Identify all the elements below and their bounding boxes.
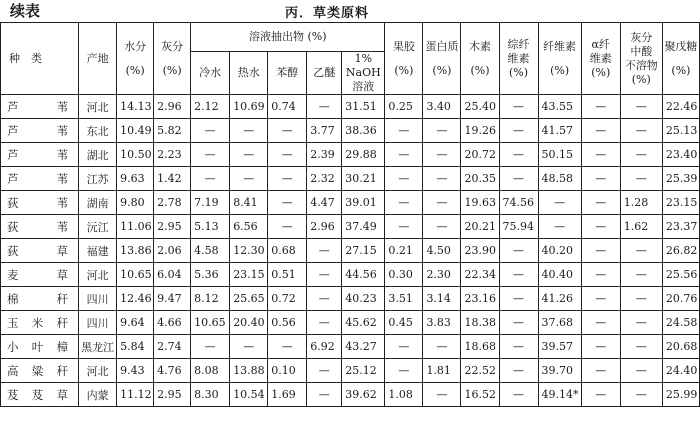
pentosan-cell: 25.13: [662, 119, 699, 143]
benzene-alcohol-cell: —: [268, 119, 307, 143]
cold-water-cell: —: [191, 119, 230, 143]
ash-cell: 2.96: [154, 95, 191, 119]
hot-water-cell: —: [230, 143, 268, 167]
origin-cell: 内蒙: [79, 383, 117, 407]
holocellulose-cell: —: [499, 383, 538, 407]
moisture-cell: 11.06: [117, 215, 154, 239]
ether-cell: 2.32: [307, 167, 342, 191]
alpha-cellulose-cell: —: [581, 287, 620, 311]
origin-cell: 沅江: [79, 215, 117, 239]
header-pentosan-label: 聚戊糖: [664, 39, 698, 53]
species-cell: 荻 苇: [1, 191, 79, 215]
species-cell: 芦 苇: [1, 167, 79, 191]
hot-water-cell: 10.69: [230, 95, 268, 119]
ash-cell: 9.47: [154, 287, 191, 311]
cold-water-cell: 5.36: [191, 263, 230, 287]
benzene-alcohol-cell: —: [268, 215, 307, 239]
alpha-cellulose-cell: —: [581, 167, 620, 191]
cellulose-cell: 41.26: [538, 287, 581, 311]
header-protein: [423, 23, 461, 95]
cold-water-cell: 8.30: [191, 383, 230, 407]
naoh-cell: 40.23: [342, 287, 385, 311]
cold-water-cell: 2.12: [191, 95, 230, 119]
pectin-cell: —: [385, 359, 423, 383]
header-pentosan: [662, 23, 699, 95]
pectin-cell: 0.25: [385, 95, 423, 119]
cold-water-cell: 8.12: [191, 287, 230, 311]
origin-cell: 四川: [79, 311, 117, 335]
origin-cell: 湖南: [79, 191, 117, 215]
header-naoh-l1: 1%: [354, 52, 373, 65]
table-row: [1, 335, 700, 359]
alpha-cellulose-cell: —: [581, 335, 620, 359]
species-cell: 玉米秆: [1, 311, 79, 335]
pentosan-cell: 20.68: [662, 335, 699, 359]
table-row: [1, 191, 700, 215]
hot-water-cell: 13.88: [230, 359, 268, 383]
species-cell: 芨芨草: [1, 383, 79, 407]
continuation-label: 续表: [10, 2, 41, 20]
header-acid-ash-unit: (%): [631, 72, 651, 86]
protein-cell: —: [423, 335, 461, 359]
origin-cell: 江苏: [79, 167, 117, 191]
moisture-cell: 9.63: [117, 167, 154, 191]
header-moisture-label: 水分: [124, 39, 147, 53]
lignin-cell: 19.26: [461, 119, 499, 143]
benzene-alcohol-cell: 0.56: [268, 311, 307, 335]
alpha-cellulose-cell: —: [581, 95, 620, 119]
cellulose-cell: 39.57: [538, 335, 581, 359]
cellulose-cell: 37.68: [538, 311, 581, 335]
naoh-cell: 44.56: [342, 263, 385, 287]
ash-cell: 2.95: [154, 215, 191, 239]
header-lignin: [461, 23, 499, 95]
ether-cell: —: [307, 263, 342, 287]
cold-water-cell: 8.08: [191, 359, 230, 383]
header-pectin: [385, 23, 423, 95]
acid-insoluble-ash-cell: —: [620, 239, 662, 263]
table-title: 丙．草类原料: [285, 6, 370, 21]
holocellulose-cell: —: [499, 239, 538, 263]
protein-cell: 3.83: [423, 311, 461, 335]
protein-cell: 2.30: [423, 263, 461, 287]
naoh-cell: 25.12: [342, 359, 385, 383]
benzene-alcohol-cell: 0.74: [268, 95, 307, 119]
pentosan-cell: 23.15: [662, 191, 699, 215]
alpha-cellulose-cell: —: [581, 263, 620, 287]
cellulose-cell: 49.14*: [538, 383, 581, 407]
header-holocellulose-l2: 维素: [507, 51, 530, 65]
protein-cell: —: [423, 119, 461, 143]
header-naoh-l3: 溶液: [352, 80, 375, 93]
holocellulose-cell: —: [499, 95, 538, 119]
ether-cell: 6.92: [307, 335, 342, 359]
species-cell: 芦 苇: [1, 95, 79, 119]
acid-insoluble-ash-cell: —: [620, 311, 662, 335]
table-row: [1, 311, 700, 335]
ash-cell: 5.82: [154, 119, 191, 143]
ash-cell: 2.74: [154, 335, 191, 359]
cold-water-cell: 10.65: [191, 311, 230, 335]
cellulose-cell: 43.55: [538, 95, 581, 119]
table-row: [1, 287, 700, 311]
moisture-cell: 9.64: [117, 311, 154, 335]
naoh-cell: 45.62: [342, 311, 385, 335]
cold-water-cell: 5.13: [191, 215, 230, 239]
header-ash: [154, 23, 191, 95]
benzene-alcohol-cell: 0.68: [268, 239, 307, 263]
species-cell: 荻 苇: [1, 215, 79, 239]
ash-cell: 1.42: [154, 167, 191, 191]
naoh-cell: 38.36: [342, 119, 385, 143]
table-row: [1, 119, 700, 143]
alpha-cellulose-cell: —: [581, 215, 620, 239]
ether-cell: 4.47: [307, 191, 342, 215]
holocellulose-cell: —: [499, 143, 538, 167]
alpha-cellulose-cell: —: [581, 359, 620, 383]
table-header: [1, 23, 700, 95]
ash-cell: 2.95: [154, 383, 191, 407]
benzene-alcohol-cell: —: [268, 167, 307, 191]
species-cell: 小叶樟: [1, 335, 79, 359]
header-moisture-unit: (%): [125, 63, 145, 77]
lignin-cell: 23.16: [461, 287, 499, 311]
acid-insoluble-ash-cell: —: [620, 95, 662, 119]
pectin-cell: —: [385, 215, 423, 239]
pentosan-cell: 22.46: [662, 95, 699, 119]
origin-cell: 河北: [79, 263, 117, 287]
naoh-cell: 30.21: [342, 167, 385, 191]
table-row: [1, 359, 700, 383]
table-row: [1, 239, 700, 263]
hot-water-cell: —: [230, 167, 268, 191]
holocellulose-cell: —: [499, 119, 538, 143]
benzene-alcohol-cell: 1.69: [268, 383, 307, 407]
pentosan-cell: 25.39: [662, 167, 699, 191]
ether-cell: —: [307, 239, 342, 263]
lignin-cell: 18.68: [461, 335, 499, 359]
origin-cell: 河北: [79, 95, 117, 119]
origin-cell: 福建: [79, 239, 117, 263]
cold-water-cell: 7.19: [191, 191, 230, 215]
header-cold-water: 冷水: [191, 52, 230, 95]
protein-cell: —: [423, 167, 461, 191]
ether-cell: —: [307, 359, 342, 383]
hot-water-cell: 23.15: [230, 263, 268, 287]
lignin-cell: 18.38: [461, 311, 499, 335]
table-row: [1, 383, 700, 407]
cold-water-cell: —: [191, 335, 230, 359]
naoh-cell: 37.49: [342, 215, 385, 239]
naoh-cell: 27.15: [342, 239, 385, 263]
cellulose-cell: —: [538, 215, 581, 239]
pentosan-cell: 24.40: [662, 359, 699, 383]
acid-insoluble-ash-cell: —: [620, 119, 662, 143]
pentosan-cell: 24.58: [662, 311, 699, 335]
pentosan-cell: 26.82: [662, 239, 699, 263]
acid-insoluble-ash-cell: —: [620, 383, 662, 407]
origin-cell: 河北: [79, 359, 117, 383]
cold-water-cell: —: [191, 167, 230, 191]
hot-water-cell: 25.65: [230, 287, 268, 311]
acid-insoluble-ash-cell: 1.28: [620, 191, 662, 215]
header-pectin-unit: (%): [394, 63, 414, 77]
lignin-cell: 20.21: [461, 215, 499, 239]
cellulose-cell: 39.70: [538, 359, 581, 383]
cellulose-cell: 40.40: [538, 263, 581, 287]
holocellulose-cell: 75.94: [499, 215, 538, 239]
hot-water-cell: —: [230, 335, 268, 359]
hot-water-cell: 8.41: [230, 191, 268, 215]
species-cell: 棉 秆: [1, 287, 79, 311]
header-lignin-unit: (%): [470, 63, 490, 77]
moisture-cell: 14.13: [117, 95, 154, 119]
holocellulose-cell: —: [499, 311, 538, 335]
header-origin-label: 产地: [86, 51, 109, 65]
origin-cell: 四川: [79, 287, 117, 311]
moisture-cell: 5.84: [117, 335, 154, 359]
header-acid-ash-l2: 中酸: [630, 44, 653, 58]
table-row: [1, 167, 700, 191]
ether-cell: —: [307, 95, 342, 119]
alpha-cellulose-cell: —: [581, 383, 620, 407]
header-holocellulose-l1: 综纤: [507, 37, 530, 51]
ether-cell: —: [307, 311, 342, 335]
cellulose-cell: 50.15: [538, 143, 581, 167]
species-cell: 芦 苇: [1, 143, 79, 167]
origin-cell: 湖北: [79, 143, 117, 167]
ash-cell: 2.06: [154, 239, 191, 263]
benzene-alcohol-cell: 0.51: [268, 263, 307, 287]
alpha-cellulose-cell: —: [581, 311, 620, 335]
lignin-cell: 23.90: [461, 239, 499, 263]
holocellulose-cell: —: [499, 287, 538, 311]
holocellulose-cell: 74.56: [499, 191, 538, 215]
origin-cell: 黑龙江: [79, 335, 117, 359]
acid-insoluble-ash-cell: —: [620, 263, 662, 287]
hot-water-cell: 6.56: [230, 215, 268, 239]
ether-cell: 2.39: [307, 143, 342, 167]
lignin-cell: 22.52: [461, 359, 499, 383]
pentosan-cell: 23.37: [662, 215, 699, 239]
protein-cell: 1.81: [423, 359, 461, 383]
naoh-cell: 39.62: [342, 383, 385, 407]
lignin-cell: 22.34: [461, 263, 499, 287]
ether-cell: —: [307, 383, 342, 407]
pectin-cell: 0.45: [385, 311, 423, 335]
grass-materials-table: [0, 22, 700, 407]
pectin-cell: 0.30: [385, 263, 423, 287]
protein-cell: —: [423, 143, 461, 167]
header-ash-unit: (%): [162, 63, 182, 77]
header-species: 种 类: [1, 23, 79, 95]
ash-cell: 4.66: [154, 311, 191, 335]
acid-insoluble-ash-cell: —: [620, 143, 662, 167]
header-acid-insoluble-ash: [620, 23, 662, 95]
header-cellulose: [538, 23, 581, 95]
header-hot-water: 热水: [230, 52, 268, 95]
moisture-cell: 10.50: [117, 143, 154, 167]
moisture-cell: 10.65: [117, 263, 154, 287]
acid-insoluble-ash-cell: —: [620, 287, 662, 311]
species-cell: 荻 草: [1, 239, 79, 263]
protein-cell: 4.50: [423, 239, 461, 263]
naoh-cell: 29.88: [342, 143, 385, 167]
benzene-alcohol-cell: —: [268, 143, 307, 167]
benzene-alcohol-cell: —: [268, 335, 307, 359]
lignin-cell: 20.72: [461, 143, 499, 167]
pectin-cell: 0.21: [385, 239, 423, 263]
moisture-cell: 9.43: [117, 359, 154, 383]
header-alpha-cellulose-unit: (%): [591, 65, 611, 79]
holocellulose-cell: —: [499, 263, 538, 287]
header-acid-ash-l3: 不溶物: [624, 58, 658, 72]
alpha-cellulose-cell: —: [581, 143, 620, 167]
header-ether: 乙醚: [307, 52, 342, 95]
naoh-cell: 43.27: [342, 335, 385, 359]
lignin-cell: 16.52: [461, 383, 499, 407]
pectin-cell: 1.08: [385, 383, 423, 407]
ether-cell: —: [307, 287, 342, 311]
header-alpha-cellulose-l2: 维素: [589, 51, 612, 65]
benzene-alcohol-cell: —: [268, 191, 307, 215]
header-acid-ash-l1: 灰分: [630, 30, 653, 44]
header-cellulose-unit: (%): [550, 63, 570, 77]
header-naoh-l2: NaOH: [345, 66, 381, 79]
pectin-cell: —: [385, 167, 423, 191]
protein-cell: 3.40: [423, 95, 461, 119]
hot-water-cell: 12.30: [230, 239, 268, 263]
hot-water-cell: 10.54: [230, 383, 268, 407]
acid-insoluble-ash-cell: —: [620, 359, 662, 383]
pectin-cell: —: [385, 143, 423, 167]
benzene-alcohol-cell: 0.72: [268, 287, 307, 311]
species-cell: 麦 草: [1, 263, 79, 287]
protein-cell: —: [423, 215, 461, 239]
moisture-cell: 9.80: [117, 191, 154, 215]
naoh-cell: 39.01: [342, 191, 385, 215]
protein-cell: —: [423, 383, 461, 407]
ether-cell: 3.77: [307, 119, 342, 143]
moisture-cell: 13.86: [117, 239, 154, 263]
pectin-cell: —: [385, 119, 423, 143]
table-body: [1, 95, 700, 407]
header-lignin-label: 木素: [468, 39, 491, 53]
holocellulose-cell: —: [499, 335, 538, 359]
ash-cell: 2.23: [154, 143, 191, 167]
holocellulose-cell: —: [499, 167, 538, 191]
species-cell: 芦 苇: [1, 119, 79, 143]
hot-water-cell: 20.40: [230, 311, 268, 335]
protein-cell: —: [423, 191, 461, 215]
pectin-cell: 3.51: [385, 287, 423, 311]
origin-cell: 东北: [79, 119, 117, 143]
header-naoh: [342, 52, 385, 95]
cellulose-cell: —: [538, 191, 581, 215]
acid-insoluble-ash-cell: 1.62: [620, 215, 662, 239]
alpha-cellulose-cell: —: [581, 119, 620, 143]
acid-insoluble-ash-cell: —: [620, 335, 662, 359]
header-holocellulose-unit: (%): [509, 65, 529, 79]
cellulose-cell: 48.58: [538, 167, 581, 191]
pectin-cell: —: [385, 335, 423, 359]
header-pectin-label: 果胶: [392, 39, 415, 53]
moisture-cell: 10.49: [117, 119, 154, 143]
cellulose-cell: 41.57: [538, 119, 581, 143]
ash-cell: 2.78: [154, 191, 191, 215]
moisture-cell: 12.46: [117, 287, 154, 311]
protein-cell: 3.14: [423, 287, 461, 311]
table-row: [1, 143, 700, 167]
benzene-alcohol-cell: 0.10: [268, 359, 307, 383]
pentosan-cell: 25.56: [662, 263, 699, 287]
lignin-cell: 25.40: [461, 95, 499, 119]
moisture-cell: 11.12: [117, 383, 154, 407]
naoh-cell: 31.51: [342, 95, 385, 119]
alpha-cellulose-cell: —: [581, 239, 620, 263]
holocellulose-cell: —: [499, 359, 538, 383]
cellulose-cell: 40.20: [538, 239, 581, 263]
table-row: [1, 263, 700, 287]
header-moisture: [117, 23, 154, 95]
lignin-cell: 19.63: [461, 191, 499, 215]
cold-water-cell: 4.58: [191, 239, 230, 263]
header-origin: [79, 23, 117, 95]
acid-insoluble-ash-cell: —: [620, 167, 662, 191]
alpha-cellulose-cell: —: [581, 191, 620, 215]
table-row: [1, 215, 700, 239]
header-holocellulose: [499, 23, 538, 95]
ash-cell: 4.76: [154, 359, 191, 383]
pentosan-cell: 23.40: [662, 143, 699, 167]
header-alpha-cellulose: [581, 23, 620, 95]
header-protein-label: 蛋白质: [425, 39, 459, 53]
header-benzene-alcohol: 苯醇: [268, 52, 307, 95]
page-header: [0, 0, 700, 22]
hot-water-cell: —: [230, 119, 268, 143]
lignin-cell: 20.35: [461, 167, 499, 191]
pentosan-cell: 25.99: [662, 383, 699, 407]
cold-water-cell: —: [191, 143, 230, 167]
header-cellulose-label: 纤维素: [543, 39, 577, 53]
header-extract-group: 溶液抽出物 (%): [191, 23, 385, 52]
header-protein-unit: (%): [432, 63, 452, 77]
header-ash-label: 灰分: [161, 39, 184, 53]
table-row: [1, 95, 700, 119]
species-cell: 高粱秆: [1, 359, 79, 383]
ash-cell: 6.04: [154, 263, 191, 287]
header-pentosan-unit: (%): [671, 63, 691, 77]
header-alpha-cellulose-l1: α纤: [591, 37, 610, 51]
pentosan-cell: 20.76: [662, 287, 699, 311]
pectin-cell: —: [385, 191, 423, 215]
ether-cell: 2.96: [307, 215, 342, 239]
